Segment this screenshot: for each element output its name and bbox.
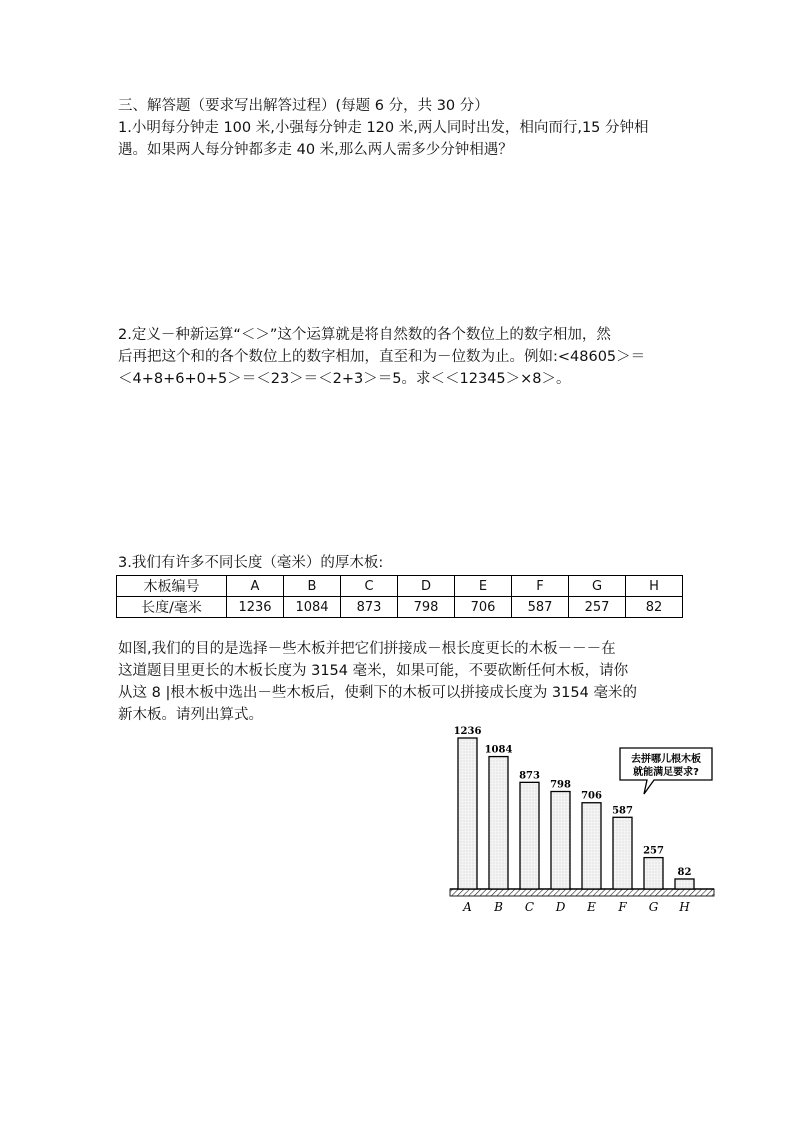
category-label: G [648,900,659,914]
category-label: A [463,900,472,914]
board-label: G [569,576,626,597]
bar-B [489,757,508,889]
q3-para-line1: 如图,我们的目的是选择－些木板并把它们拼接成－根长度更长的木板－－－在 [118,641,616,657]
q3-para-line2: 这道题目里更长的木板长度为 3154 毫米，如果可能，不要砍断任何木板，请你 [118,663,629,679]
board-length-row [117,597,683,618]
q3-para-line3: 从这 8 |根木板中选出－些木板后，使剩下的木板可以拼接成长度为 3154 毫米的 [118,685,637,701]
board-length: 257 [569,597,626,618]
board-length: 873 [341,597,398,618]
bar-G [644,858,663,889]
speech-bubble [620,748,712,794]
board-id-header: 木板编号 [117,576,227,597]
board-table [116,575,683,618]
category-label: H [679,900,690,914]
section-title: 三、解答题（要求写出解答过程）(每题 6 分，共 30 分） [118,98,489,114]
bar-value-label: 706 [581,790,602,802]
ground-strip [450,889,714,896]
category-label: B [494,900,503,914]
board-length: 587 [512,597,569,618]
bubble-line1: 去拼哪儿根木板 [631,754,701,765]
q2-line2: 后再把这个和的各个数位上的数字相加，直至和为－位数为止。例如:<48605＞＝ [118,349,646,365]
category-label: E [587,900,596,914]
bar-value-label: 798 [550,779,571,791]
bubble-line2: 就能满足要求? [633,767,699,778]
bar-C [520,782,539,889]
board-label: C [341,576,398,597]
board-label: D [398,576,455,597]
board-label: F [512,576,569,597]
q2-line3: ＜4+8+6+0+5＞＝＜23＞＝＜2+3＞＝5。求＜＜12345＞×8＞。 [118,371,571,387]
board-label: H [626,576,683,597]
board-length: 1236 [227,597,284,618]
bar-value-label: 1084 [484,744,513,756]
board-bar-chart [448,718,716,916]
board-label: E [455,576,512,597]
q2-line1: 2.定义－种新运算“＜＞”这个运算就是将自然数的各个数位上的数字相加，然 [118,327,611,343]
bar-F [613,817,632,889]
bar-value-label: 82 [677,866,692,878]
length-header: 长度/毫米 [117,597,227,618]
q1-line1: 1.小明每分钟走 100 米,小强每分钟走 120 米,两人同时出发，相向而行,15 分钟相 [118,120,649,136]
category-label: D [555,900,566,914]
bar-value-label: 587 [612,805,633,817]
bar-D [551,792,570,889]
board-label-row [117,576,683,597]
board-length: 82 [626,597,683,618]
board-length: 1084 [284,597,341,618]
bar-value-label: 257 [643,845,664,857]
bar-A [458,738,477,889]
board-length: 706 [455,597,512,618]
category-label: F [618,900,627,914]
q1-line2: 遇。如果两人每分钟都多走 40 米,那么两人需多少分钟相遇？ [118,142,513,158]
bar-E [582,803,601,889]
board-label: A [227,576,284,597]
q3-intro: 3.我们有许多不同长度（毫米）的厚木板: [118,555,384,571]
q3-para-line4: 新木板。请列出算式。 [118,707,263,723]
board-label: B [284,576,341,597]
bar-value-label: 1236 [453,726,482,737]
category-label: C [524,900,535,914]
board-length: 798 [398,597,455,618]
bar-H [675,879,694,889]
bar-value-label: 873 [519,770,540,782]
